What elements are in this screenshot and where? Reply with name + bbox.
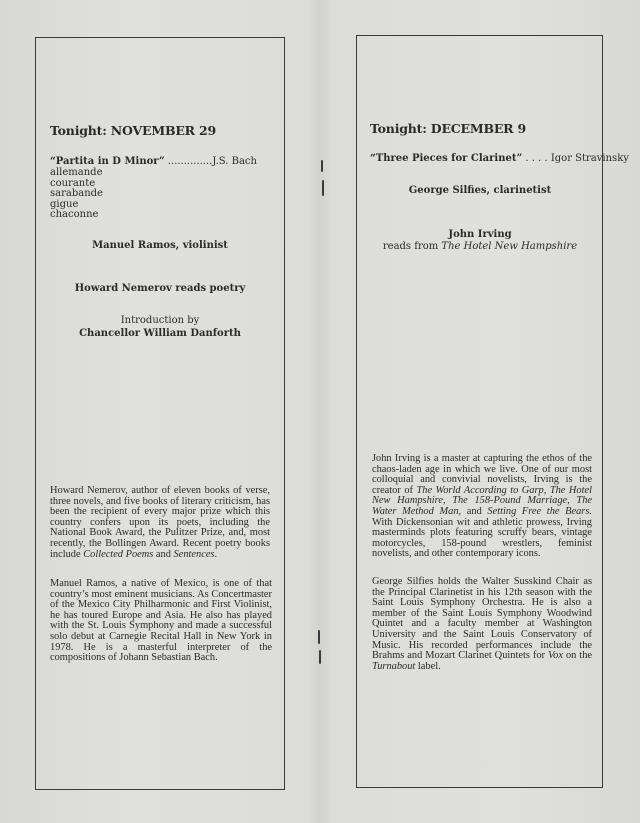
label-title: Turnabout — [372, 660, 416, 672]
book-title: The Hotel New Hampshire — [441, 241, 578, 252]
book-title: The World According to Garp, The Hotel New Hampshire, The 158-Pound Marriage, The Water Method Man, — [372, 484, 592, 517]
program-piece — [370, 153, 629, 164]
bio-text: and — [461, 505, 488, 517]
piece-name: “Three Pieces for Clarinet” — [370, 153, 523, 164]
staple-mark — [318, 630, 320, 644]
book-title: Sentences — [173, 548, 215, 560]
bio-text: and — [153, 548, 174, 560]
label-title: Vox — [547, 650, 563, 662]
leader-dots: . . . . — [522, 153, 551, 164]
movement-item: courante — [50, 177, 96, 189]
program-panel-december — [356, 35, 603, 788]
bio-text: label. — [415, 660, 441, 672]
movement-item: allemande — [50, 167, 103, 178]
introduction-label: Introduction by — [120, 315, 200, 326]
bio-text: George Silfies holds the Walter Susskind Chair as the Principal Clarinetist in his 12th season with the Saint Louis Symphony Orchestra. He is also a member of the Saint Louis Symphony Woodwind Quintet and a faculty member at Washington University and the Saint Louis Conservatory of Music. His recorded performances include the Brahms and Mozart Clarinet Quintets for — [372, 576, 592, 662]
bio-irving — [372, 454, 592, 560]
bio-text: John Irving is a master at capturing the ethos of the chaos-laden age in which we live. One of our most colloquial and convivial novelists, Irving is the creator of — [372, 453, 592, 496]
leader-dots: .............. — [164, 156, 213, 167]
performer-credit: Manuel Ramos, violinist — [92, 240, 228, 251]
movement-item: chaconne — [50, 209, 99, 220]
bio-nemerov — [50, 486, 270, 560]
reader-name: John Irving — [448, 229, 512, 240]
performer-credit: George Silfies, clarinetist — [408, 185, 552, 196]
book-title: Setting Free the Bears. — [487, 505, 592, 517]
composer-name: J.S. Bach — [212, 156, 257, 167]
bio-text: . — [214, 548, 218, 560]
reads-from-line — [358, 241, 602, 252]
bio-ramos: Manuel Ramos, a native of Mexico, is one of that country’s most eminent musicians. As Concertmaster of the Mexico City Philharmonic and First Violinist, he has toured Europe and Asia. He also has played with the St. Louis Symphony and made a successful solo debut at Carnegie Recital Hall in New York in 1978. He is a masterful interpreter of the compositions of Johann Sebastian Bach. — [50, 578, 272, 664]
bio-silfies — [372, 577, 592, 672]
bio-text: Howard Nemerov, author of eleven books of verse, three novels, and five books of literary criticism, has been the recipient of every major prize which this country confers upon its poets, including the National Book Award, the Pulitzer Prize, and, most recently, the Bollingen Award. Recent poetry books include — [50, 485, 270, 560]
bio-text: on the — [562, 650, 592, 662]
program-piece — [50, 156, 270, 167]
staple-mark — [322, 180, 324, 196]
staple-mark — [321, 160, 323, 172]
staple-mark — [319, 650, 321, 664]
book-title: Collected Poems — [83, 548, 154, 560]
introduction-name: Chancellor William Danforth — [79, 328, 241, 339]
page-title-november: Tonight: NOVEMBER 29 — [50, 123, 216, 138]
movement-item: sarabande — [50, 188, 103, 199]
composer-name: Igor Stravinsky — [550, 153, 629, 164]
page-title-december: Tonight: DECEMBER 9 — [370, 121, 527, 136]
piece-name: “Partita in D Minor” — [50, 156, 165, 167]
reading-credit: Howard Nemerov reads poetry — [74, 283, 246, 294]
bio-text: With Dickensonian wit and athletic prowess, Irving masterminds plots featuring scruffy bears, vintage motorcycles, 158-pound wrestlers, feminist novelists, and other contemporary icons. — [372, 516, 592, 560]
movement-item: gigue — [50, 198, 79, 210]
movement-list — [50, 168, 103, 221]
reads-from-label: reads from — [382, 241, 442, 252]
program-panel-november — [35, 37, 285, 790]
